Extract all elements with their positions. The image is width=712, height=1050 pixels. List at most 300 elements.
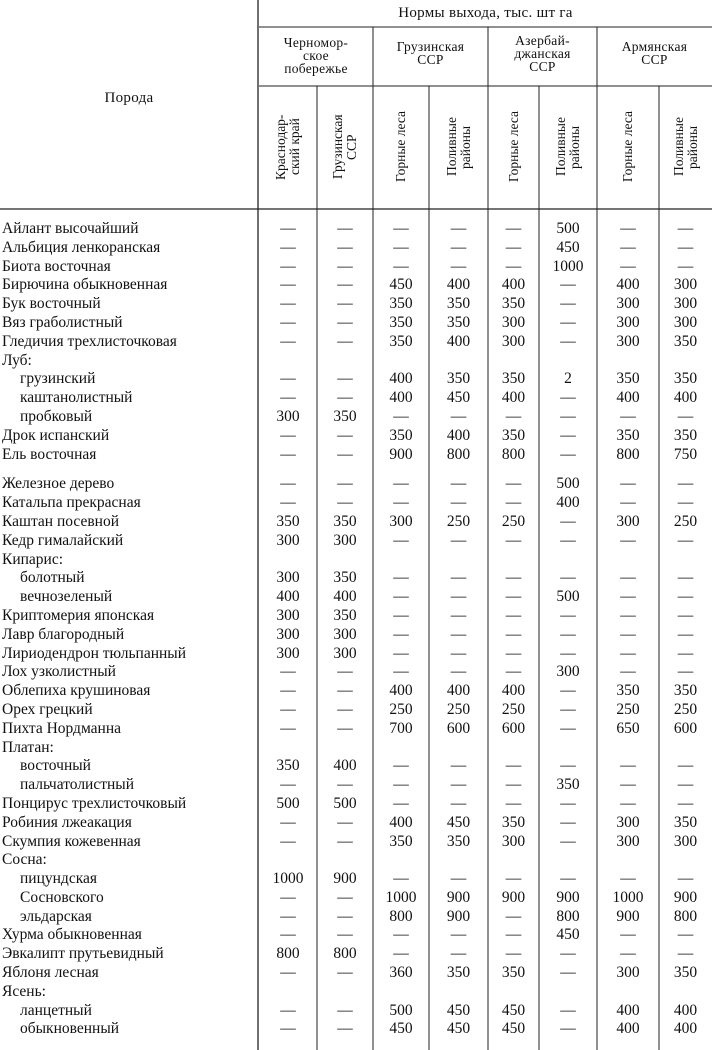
norm-value-cell: — (560, 700, 576, 718)
norm-value-cell: — (450, 926, 467, 944)
norm-value-cell: — (620, 794, 636, 812)
norm-value-cell: 300 (501, 313, 526, 331)
norm-value-cell: 450 (446, 389, 471, 407)
species-name: Альбиция ленкоранская (2, 238, 161, 256)
norm-value-cell: 350 (616, 682, 640, 700)
norm-value-cell: — (337, 776, 353, 794)
norm-value-cell: — (560, 794, 576, 812)
norm-value-cell: — (393, 257, 409, 275)
norm-value-cell: — (677, 475, 694, 493)
norm-value-cell: — (677, 588, 694, 606)
norm-value-cell: 500 (333, 794, 357, 812)
norm-value-cell: 450 (501, 1020, 526, 1038)
norm-value-cell: — (337, 813, 353, 831)
norm-value-cell: — (677, 757, 694, 775)
norm-value-cell: 400 (333, 757, 357, 775)
norm-value-cell: 400 (673, 1001, 698, 1019)
norm-value-cell: — (280, 276, 296, 294)
species-name: Ель восточная (2, 445, 97, 463)
norm-value-cell: — (505, 907, 522, 925)
table-row (0, 408, 712, 427)
norm-value-cell: — (393, 238, 409, 256)
norm-value-cell: 350 (389, 313, 413, 331)
norm-value-cell: 300 (673, 295, 698, 313)
norm-value-cell: — (560, 945, 576, 963)
norm-value-cell: — (505, 945, 522, 963)
norm-value-cell: — (450, 588, 467, 606)
norm-value-cell: — (337, 1020, 353, 1038)
table-row (0, 682, 712, 701)
species-name: Бирючина обыкновенная (2, 276, 168, 294)
norm-value-cell: — (280, 926, 296, 944)
norm-value-cell: 300 (276, 625, 300, 643)
table-row (0, 295, 712, 314)
table-row (0, 588, 712, 607)
norm-value-cell: — (450, 794, 467, 812)
norm-value-cell: — (337, 220, 353, 237)
table-row (0, 569, 712, 588)
species-name: Платан: (2, 738, 54, 756)
norm-value-cell: 300 (276, 407, 300, 425)
norm-value-cell: 900 (389, 445, 413, 463)
norm-value-cell: 800 (501, 445, 526, 463)
norm-value-cell: — (620, 531, 636, 549)
norm-value-cell: — (280, 682, 296, 700)
norm-value-cell: 300 (333, 531, 357, 549)
norm-value-cell: 350 (446, 313, 471, 331)
norm-value-cell: — (393, 757, 409, 775)
norm-value-cell: 300 (616, 813, 640, 831)
norm-value-cell: 400 (446, 332, 471, 350)
norm-value-cell: — (560, 719, 576, 737)
species-name: Ясень: (2, 982, 46, 1000)
norm-value-cell: 350 (501, 370, 526, 388)
table-row (0, 945, 712, 964)
norm-value-cell: 300 (276, 531, 300, 549)
species-name: эльдарская (20, 907, 92, 925)
norm-value-cell: — (677, 238, 694, 256)
norm-value-cell: — (677, 870, 694, 888)
norm-value-cell: — (337, 1001, 353, 1019)
norm-value-cell: 900 (501, 888, 526, 906)
norm-value-cell: 400 (501, 389, 526, 407)
table-row (0, 446, 712, 465)
norm-value-cell: — (393, 407, 409, 425)
norm-value-cell: — (337, 238, 353, 256)
norm-value-cell: — (505, 569, 522, 587)
norm-value-cell: 400 (673, 389, 698, 407)
table-row (0, 701, 712, 720)
norm-value-cell: 350 (389, 832, 413, 850)
norm-value-cell: 350 (556, 776, 580, 794)
norm-value-cell: — (280, 907, 296, 925)
norm-value-cell: — (393, 588, 409, 606)
norm-value-cell: 450 (501, 1001, 526, 1019)
norm-value-cell: 900 (616, 907, 640, 925)
norm-value-cell: — (337, 389, 353, 407)
norm-value-cell: 350 (501, 426, 526, 444)
table-row (0, 427, 712, 446)
norm-value-cell: — (620, 220, 636, 237)
table-row (0, 513, 712, 532)
table-row (0, 475, 712, 494)
region-header-1: Грузинская ССР (396, 39, 465, 67)
norm-value-cell: 300 (616, 332, 640, 350)
norm-value-cell: 400 (389, 370, 413, 388)
norm-value-cell: 900 (446, 888, 471, 906)
species-name: вечнозеленый (20, 588, 113, 606)
norm-value-cell: 250 (616, 700, 640, 718)
table-row (0, 1020, 712, 1039)
species-name: Кедр гималайский (2, 531, 124, 549)
norm-value-cell: — (560, 606, 576, 624)
norm-value-cell: 350 (276, 512, 300, 530)
norm-value-cell: — (280, 700, 296, 718)
norm-value-cell: — (337, 964, 353, 982)
norm-value-cell: — (620, 776, 636, 794)
norm-value-cell: — (560, 389, 576, 407)
norm-value-cell: 300 (616, 832, 640, 850)
norm-value-cell: 350 (446, 832, 471, 850)
norm-value-cell: — (280, 813, 296, 831)
norm-value-cell: 1000 (612, 888, 644, 906)
norm-value-cell: — (677, 569, 694, 587)
norm-value-cell: 350 (446, 295, 471, 313)
norm-value-cell: 350 (616, 370, 640, 388)
norm-value-cell: — (560, 832, 576, 850)
norm-value-cell: — (677, 945, 694, 963)
table-row (0, 663, 712, 682)
norm-value-cell: 700 (389, 719, 413, 737)
norm-value-cell: — (280, 295, 296, 313)
table-row (0, 964, 712, 983)
norm-value-cell: 400 (389, 813, 413, 831)
norm-value-cell: 800 (389, 907, 413, 925)
norm-value-cell: — (677, 663, 694, 681)
norm-value-cell: — (505, 531, 522, 549)
norm-value-cell: 800 (556, 907, 580, 925)
norm-value-cell: — (560, 276, 576, 294)
table-row (0, 833, 712, 852)
norm-value-cell: — (280, 370, 296, 388)
norm-value-cell: — (560, 313, 576, 331)
subcolumn-header-7: Поливные районы (670, 117, 700, 177)
norm-value-cell: 800 (276, 945, 300, 963)
norm-value-cell: 350 (501, 964, 526, 982)
norm-value-cell: 900 (446, 907, 471, 925)
norm-value-cell: 350 (673, 682, 698, 700)
norm-value-cell: 350 (673, 332, 698, 350)
norm-value-cell: 400 (556, 494, 580, 512)
norm-value-cell: 300 (616, 964, 640, 982)
norm-value-cell: 450 (389, 1020, 413, 1038)
species-name: пальчатолистный (20, 776, 135, 794)
table-row (0, 333, 712, 352)
table-row (0, 258, 712, 277)
norm-value-cell: 350 (446, 964, 471, 982)
species-name: болотный (20, 569, 85, 587)
norm-value-cell: 400 (616, 389, 640, 407)
norm-value-cell: — (280, 832, 296, 850)
norm-value-cell: 400 (501, 682, 526, 700)
norm-value-cell: — (560, 445, 576, 463)
species-name: Пихта Нордманна (2, 719, 121, 737)
norm-value-cell: — (393, 663, 409, 681)
norm-value-cell: — (677, 794, 694, 812)
norm-value-cell: 400 (446, 682, 471, 700)
norm-value-cell: — (677, 407, 694, 425)
norm-value-cell: — (560, 531, 576, 549)
norm-value-cell: — (505, 644, 522, 662)
norm-value-cell: — (677, 926, 694, 944)
norm-value-cell: — (560, 625, 576, 643)
norm-value-cell: — (450, 606, 467, 624)
norm-value-cell: — (505, 407, 522, 425)
norm-value-cell: — (620, 407, 636, 425)
norm-value-cell: — (337, 700, 353, 718)
norm-value-cell: — (450, 644, 467, 662)
species-name: пробковый (20, 407, 93, 425)
norm-value-cell: — (560, 644, 576, 662)
subcolumn-header-5: Поливные районы (553, 117, 582, 177)
subcolumn-header-0: Краснодар- ский край (273, 114, 302, 180)
norm-value-cell: — (677, 644, 694, 662)
norm-value-cell: 500 (556, 475, 580, 493)
norm-value-cell: 350 (333, 569, 357, 587)
norm-value-cell: — (393, 926, 409, 944)
norm-value-cell: — (560, 813, 576, 831)
norm-value-cell: — (280, 238, 296, 256)
norm-value-cell: — (560, 569, 576, 587)
species-name: Скумпия кожевенная (2, 832, 141, 850)
norm-value-cell: — (620, 475, 636, 493)
norm-value-cell: — (505, 588, 522, 606)
table-row (0, 276, 712, 295)
norm-value-cell: — (620, 663, 636, 681)
norm-value-cell: 300 (673, 832, 698, 850)
subcolumn-header-1: Грузинская ССР (330, 114, 359, 180)
species-name: Эвкалипт прутьевидный (2, 945, 164, 963)
norm-value-cell: — (620, 870, 636, 888)
norm-value-cell: 650 (616, 719, 640, 737)
norm-value-cell: 400 (389, 682, 413, 700)
norm-value-cell: — (337, 332, 353, 350)
norm-value-cell: — (620, 257, 636, 275)
norms-title: Нормы выхода, тыс. шт га (398, 5, 573, 21)
norm-value-cell: 350 (333, 407, 357, 425)
species-name: Каштан посевной (2, 512, 119, 530)
norm-value-cell: — (280, 220, 296, 237)
subcolumn-header-6: Горные леса (620, 111, 635, 183)
norm-value-cell: — (677, 531, 694, 549)
norm-value-cell: — (393, 945, 409, 963)
norm-value-cell: 350 (501, 813, 526, 831)
norm-value-cell: 800 (673, 907, 698, 925)
norm-value-cell: 300 (501, 332, 526, 350)
norm-value-cell: 400 (446, 426, 471, 444)
norm-value-cell: — (505, 870, 522, 888)
norm-value-cell: 300 (389, 512, 413, 530)
norm-value-cell: — (337, 295, 353, 313)
norm-value-cell: 300 (616, 295, 640, 313)
norm-value-cell: — (560, 407, 576, 425)
norm-value-cell: 400 (276, 588, 300, 606)
norm-value-cell: — (505, 926, 522, 944)
norm-value-cell: — (337, 832, 353, 850)
species-name: Биота восточная (2, 257, 111, 275)
norm-value-cell: — (560, 295, 576, 313)
region-header-2: Азербай- джанская ССР (514, 33, 571, 74)
norm-value-cell: 300 (333, 625, 357, 643)
table-row (0, 626, 712, 645)
species-column-header: Порода (104, 90, 154, 106)
norm-value-cell: 350 (389, 295, 413, 313)
norm-value-cell: 500 (389, 1001, 413, 1019)
norm-value-cell: 750 (673, 445, 698, 463)
norm-value-cell: 2 (564, 370, 572, 388)
species-name: Дрок испанский (2, 426, 110, 444)
norm-value-cell: 1000 (385, 888, 417, 906)
species-name: восточный (20, 757, 91, 775)
norm-value-cell: — (337, 257, 353, 275)
norm-value-cell: — (337, 313, 353, 331)
norm-value-cell: 350 (616, 426, 640, 444)
norm-value-cell: 250 (389, 700, 413, 718)
norm-value-cell: — (560, 1001, 576, 1019)
norm-value-cell: — (337, 663, 353, 681)
norm-value-cell: — (560, 682, 576, 700)
norm-value-cell: — (560, 870, 576, 888)
norm-value-cell: 300 (556, 663, 580, 681)
norm-value-cell: — (450, 494, 467, 512)
norm-value-cell: 300 (673, 276, 698, 294)
norm-value-cell: — (505, 776, 522, 794)
norm-value-cell: 400 (501, 276, 526, 294)
species-name: Сосновского (20, 888, 104, 906)
norm-value-cell: — (450, 945, 467, 963)
norm-value-cell: — (450, 238, 467, 256)
norm-value-cell: 300 (333, 644, 357, 662)
norm-value-cell: — (280, 445, 296, 463)
table-row (0, 645, 712, 664)
norm-value-cell: 300 (501, 832, 526, 850)
norm-value-cell: 350 (673, 813, 698, 831)
species-name: грузинский (20, 370, 96, 388)
norm-value-cell: 450 (446, 1001, 471, 1019)
norm-value-cell: — (280, 888, 296, 906)
species-name: Кипарис: (2, 550, 64, 568)
region-header-0: Черномор- ское побережье (283, 35, 349, 76)
norm-value-cell: — (280, 389, 296, 407)
norm-value-cell: 250 (501, 700, 526, 718)
norm-value-cell: — (450, 776, 467, 794)
norm-value-cell: — (337, 426, 353, 444)
norm-value-cell: 1000 (272, 870, 304, 888)
norm-value-cell: — (450, 257, 467, 275)
table-row (0, 220, 712, 239)
norm-value-cell: — (505, 757, 522, 775)
norm-value-cell: 900 (673, 888, 698, 906)
norm-value-cell: — (620, 757, 636, 775)
norm-value-cell: — (677, 606, 694, 624)
norm-value-cell: 250 (673, 512, 698, 530)
table-row (0, 908, 712, 927)
norm-value-cell: — (393, 494, 409, 512)
norm-value-cell: 400 (616, 276, 640, 294)
norm-value-cell: — (337, 475, 353, 493)
norm-value-cell: 300 (673, 313, 698, 331)
norm-value-cell: 1000 (552, 257, 584, 275)
norm-value-cell: — (677, 625, 694, 643)
norm-value-cell: 400 (673, 1020, 698, 1038)
norm-value-cell: 350 (333, 606, 357, 624)
norm-value-cell: — (393, 220, 409, 237)
table-row (0, 551, 712, 570)
norm-value-cell: — (560, 426, 576, 444)
subcolumn-header-3: Поливные районы (443, 117, 473, 177)
norm-value-cell: 800 (333, 945, 357, 963)
norm-value-cell: — (393, 531, 409, 549)
species-name: Лириодендрон тюльпанный (2, 644, 187, 662)
table-row (0, 776, 712, 795)
norm-value-cell: — (393, 475, 409, 493)
norm-value-cell: — (337, 682, 353, 700)
norm-value-cell: — (560, 1020, 576, 1038)
norm-value-cell: 400 (389, 389, 413, 407)
norm-value-cell: — (450, 475, 467, 493)
table-row (0, 389, 712, 408)
species-name: Бук восточный (2, 295, 101, 313)
species-name: Луб: (2, 351, 32, 369)
norm-value-cell: — (280, 1001, 296, 1019)
species-name: Лавр благородный (2, 625, 125, 643)
norm-value-cell: 800 (446, 445, 471, 463)
norm-value-cell: 600 (501, 719, 526, 737)
norm-value-cell: 350 (333, 512, 357, 530)
table-row (0, 739, 712, 758)
table-row (0, 1002, 712, 1021)
norm-value-cell: — (505, 494, 522, 512)
subcolumn-header-4: Горные леса (505, 111, 521, 183)
region-header-3: Армянская ССР (621, 39, 688, 67)
species-name: Робиния лжеакация (2, 813, 132, 831)
species-name: Хурма обыкновенная (2, 926, 142, 944)
norm-value-cell: — (560, 757, 576, 775)
species-name: Катальпа прекрасная (2, 494, 141, 512)
norm-value-cell: — (393, 569, 409, 587)
norm-value-cell: — (505, 794, 522, 812)
norm-value-cell: — (337, 907, 353, 925)
norm-value-cell: — (620, 569, 636, 587)
norm-value-cell: — (280, 1020, 296, 1038)
norm-value-cell: — (505, 475, 522, 493)
norm-value-cell: 250 (501, 512, 526, 530)
norm-value-cell: — (620, 926, 636, 944)
table-row (0, 494, 712, 513)
species-name: Орех грецкий (2, 700, 93, 718)
norm-value-cell: — (560, 964, 576, 982)
norm-value-cell: 450 (556, 926, 580, 944)
species-name: Криптомерия японская (2, 606, 155, 624)
norm-value-cell: — (393, 606, 409, 624)
table-row (0, 314, 712, 333)
species-name: Сосна: (2, 851, 47, 869)
species-name: ланцетный (20, 1001, 92, 1019)
table-row (0, 370, 712, 389)
species-name: обыкновенный (20, 1020, 120, 1038)
norm-value-cell: 300 (276, 606, 300, 624)
norm-value-cell: — (280, 719, 296, 737)
